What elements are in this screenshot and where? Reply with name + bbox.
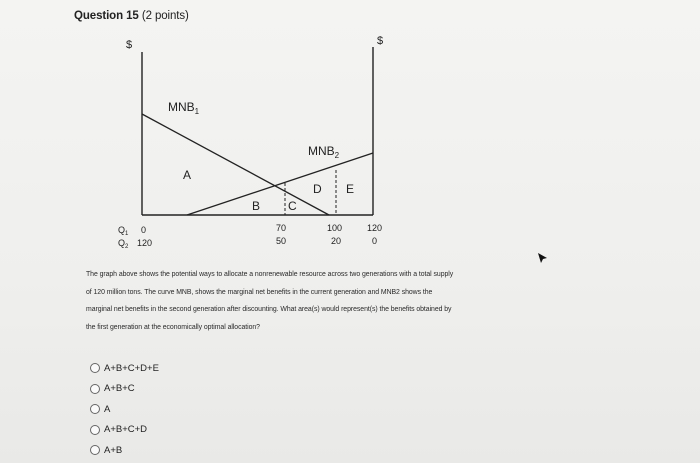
answer-option[interactable]: [90, 358, 159, 379]
mnb2-label: [308, 144, 340, 160]
q1-row-label: [118, 225, 129, 237]
question-title: Question 15: [74, 10, 139, 22]
area-c-label: C: [288, 199, 297, 213]
q2-tick-0: 0: [372, 236, 378, 246]
radio-button[interactable]: [90, 445, 100, 455]
radio-button[interactable]: [90, 404, 100, 414]
q2-tick-120: 120: [137, 238, 153, 248]
answer-option[interactable]: [90, 379, 159, 400]
q2-tick-20: 20: [331, 236, 342, 246]
q1-tick-70: 70: [276, 223, 287, 233]
question-points: (2 points): [141, 10, 189, 22]
mouse-cursor-icon: [537, 252, 549, 266]
answer-option-label: A+B+C+D+E: [104, 362, 159, 374]
mnb2-label-subscript: 2: [334, 151, 340, 160]
left-axis-label: $: [126, 39, 133, 51]
q2-row-label-subscript: 2: [125, 244, 129, 250]
q2-row-label-text: Q: [118, 238, 126, 248]
area-e-label: E: [346, 182, 355, 196]
answer-option-label: A+B+C: [104, 383, 135, 395]
mnb2-label-text: MNB: [308, 144, 335, 158]
area-d-label: D: [313, 182, 322, 196]
q1-tick-120: 120: [367, 223, 383, 233]
radio-button[interactable]: [90, 425, 100, 435]
mnb1-curve: [142, 114, 329, 215]
answer-option-label: A+B: [104, 444, 123, 456]
radio-button[interactable]: [90, 384, 100, 394]
answer-option[interactable]: [90, 399, 159, 420]
answer-option[interactable]: [90, 440, 159, 461]
radio-button[interactable]: [90, 363, 100, 373]
answer-option[interactable]: [90, 420, 159, 441]
q1-row-label-subscript: 1: [125, 231, 129, 237]
answer-option-label: A+B+C+D: [104, 424, 148, 436]
q1-tick-100: 100: [327, 223, 343, 233]
answer-options: [90, 358, 159, 461]
mnb1-label-subscript: 1: [194, 107, 200, 116]
q1-tick-0: 0: [141, 225, 147, 235]
question-description: The graph above shows the potential ways to allocate a nonrenewable resource across two generations with a total supply of 120 million tons. The curve MNB, shows the marginal net benefits in the current generation and MNB2 shows the marginal net benefits in the second generation after discounting. What area(s) would represent(s) the benefits obtained by the first generation at the economically optimal allocation?: [86, 271, 454, 331]
q2-tick-50: 50: [276, 236, 287, 246]
q2-row-label: [118, 238, 129, 250]
q1-row-label-text: Q: [118, 225, 126, 235]
right-axis-label: $: [377, 35, 384, 47]
mnb1-label-text: MNB: [168, 100, 195, 114]
answer-option-label: A: [104, 403, 111, 415]
area-a-label: A: [183, 168, 192, 182]
area-b-label: B: [252, 199, 261, 213]
mnb1-label: [168, 100, 200, 116]
